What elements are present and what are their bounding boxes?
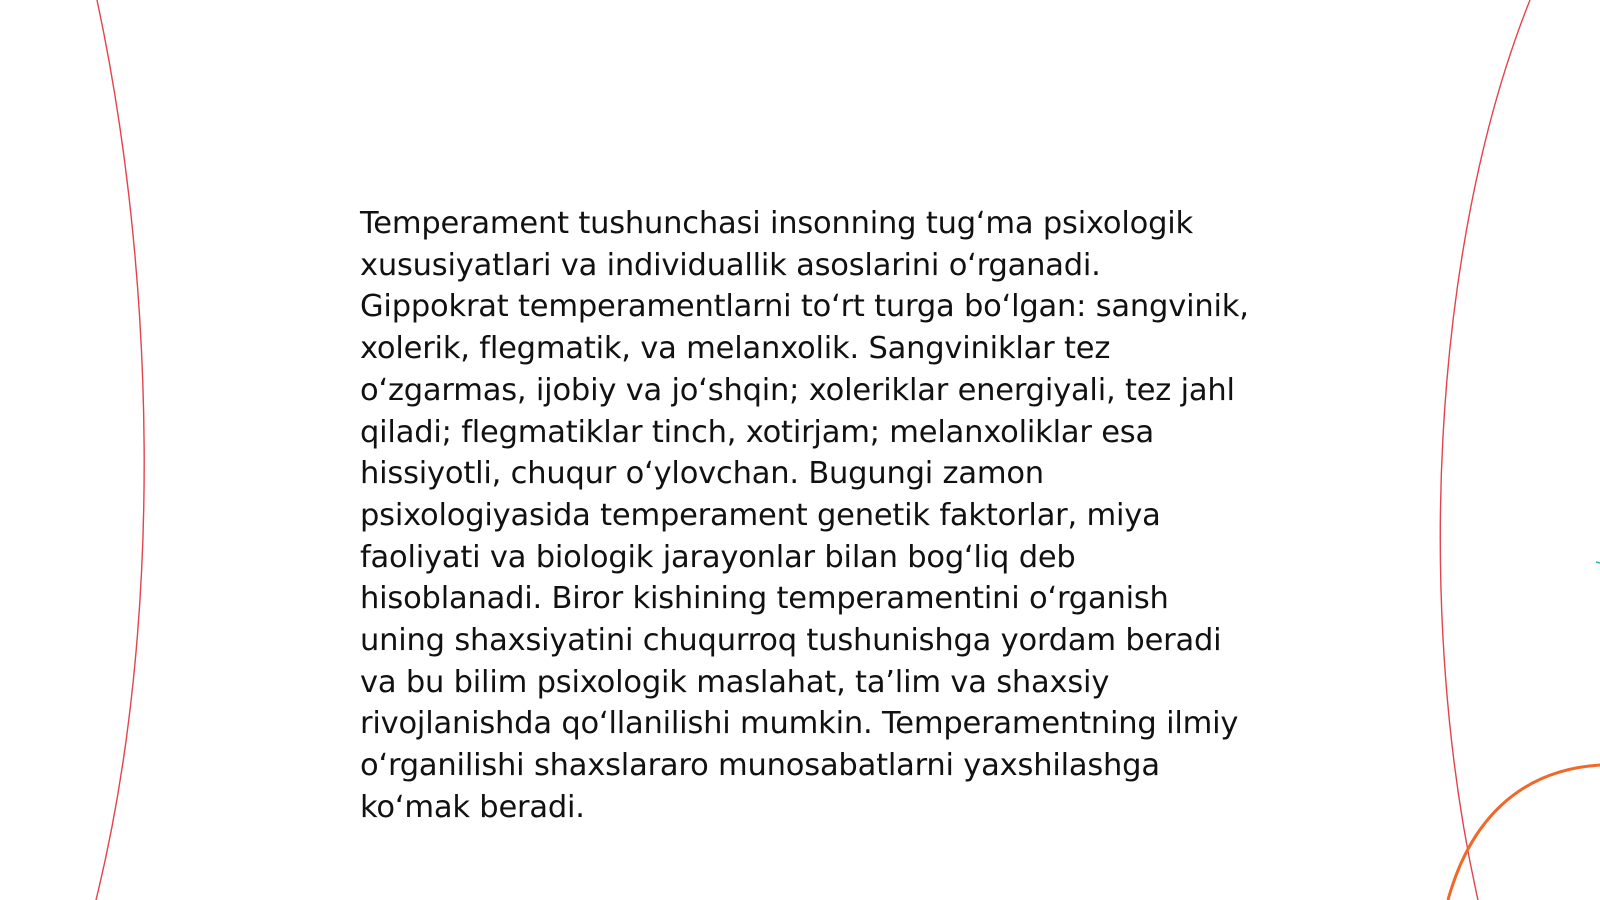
teal-accent-mark [1596,562,1600,563]
right-red-curve [1440,0,1530,900]
orange-arc [1448,765,1600,900]
left-red-curve [96,0,144,900]
body-paragraph: Temperament tushunchasi insonning tug‘ma psixologik xususiyatlari va individuallik asoslarini o‘rganadi. Gippokrat temperamentlarni to‘rt turga bo‘lgan: sangvinik, xolerik, flegmatik, va melanxolik. Sangviniklar tez o‘zgarmas, ijobiy va jo‘shqin; xoleriklar energiyali, tez jahl qiladi; flegmatiklar tinch, xotirjam; melanxoliklar esa hissiyotli, chuqur o‘ylovchan. Bugungi zamon psixologiyasida temperament genetik faktorlar, miya faoliyati va biologik jarayonlar bilan bog‘liq deb hisoblanadi. Biror kishining temperamentini o‘rganish uning shaxsiyatini chuqurroq tushunishga yordam beradi va bu bilim psixologik maslahat, ta’lim va shaxsiy rivojlanishda qo‘llanilishi mumkin. Temperamentning ilmiy o‘rganilishi shaxslararo munosabatlarni yaxshilashga ko‘mak beradi. [360,206,1249,825]
